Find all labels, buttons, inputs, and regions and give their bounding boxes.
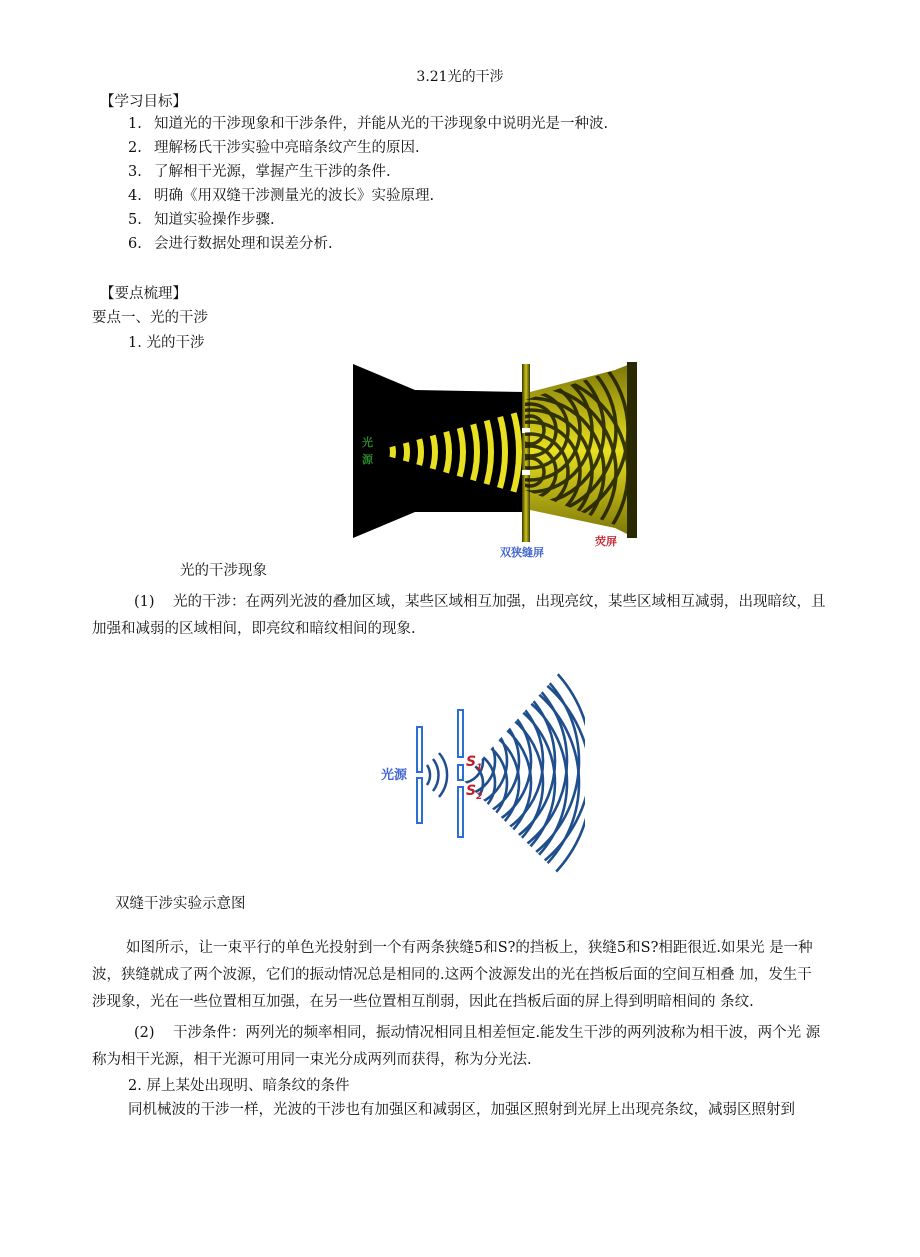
keypoints-heading: 【要点梳理】 — [100, 286, 187, 302]
double-slit-plate — [458, 710, 463, 757]
sub-heading: 1. 光的干涉 — [128, 335, 205, 351]
objective-item — [128, 187, 434, 205]
para-line: 涉现象，光在一些位置相互加强，在另一些位置相互削弱，因此在挡板后面的屏上得到明暗相间的 条纹. — [92, 994, 754, 1010]
objective-text: 理解杨氏干涉实验中亮暗条纹产生的原因. — [154, 140, 420, 156]
objective-num: 3. — [128, 164, 142, 180]
objective-text: 知道光的干涉现象和干涉条件，并能从光的干涉现象中说明光是一种波. — [154, 116, 609, 132]
label-slit-screen: 双狭缝屏 — [500, 546, 544, 559]
objective-num: 6. — [128, 236, 142, 252]
item-num: (1) — [134, 594, 155, 610]
para-line: 光的干涉：在两列光波的叠加区域，某些区域相互加强，出现亮纹，某些区域相互减弱，出现暗纹，且 — [172, 594, 826, 610]
item-num: (2) — [134, 1025, 155, 1041]
double-slit-diagram — [375, 655, 585, 890]
label-s2: $S_2$ — [466, 783, 483, 802]
paragraph-explanation — [92, 935, 912, 1016]
objective-text: 明确《用双缝干涉测量光的波长》实验原理. — [154, 188, 435, 204]
objective-text: 会进行数据处理和误差分析. — [154, 236, 333, 252]
sub-heading-2: 2. 屏上某处出现明、暗条纹的条件 — [128, 1078, 350, 1094]
point-heading: 要点一、光的干涉 — [92, 310, 208, 326]
objective-item — [128, 211, 275, 229]
figure1-caption: 光的干涉现象 — [180, 563, 267, 579]
paragraph-interference-condition — [92, 1020, 912, 1074]
objective-item — [128, 115, 608, 133]
objective-item — [128, 163, 391, 181]
para-line: 干涉条件：两列光的频率相同，振动情况相同且相差恒定.能发生干涉的两列波称为相干波，两个光 源 — [172, 1025, 821, 1041]
label-source-char1: 光 — [362, 436, 373, 449]
fluorescent-screen — [627, 362, 637, 538]
label-s1: $S_1$ — [466, 754, 483, 773]
paragraph-bright-dark: 同机械波的干涉一样，光波的干涉也有加强区和减弱区，加强区照射到光屏上出现亮条纹，减弱区照射到 — [128, 1102, 795, 1118]
figure2-caption: 双缝干涉实验示意图 — [115, 896, 246, 912]
objective-num: 2. — [128, 140, 142, 156]
label-screen: 荧屏 — [595, 535, 617, 548]
objective-item — [128, 139, 420, 157]
label-source-char2: 源 — [362, 453, 373, 466]
objective-num: 5. — [128, 212, 142, 228]
objective-item — [128, 235, 333, 253]
objective-num: 1. — [128, 116, 142, 132]
label-light-source: 光源 — [381, 768, 408, 783]
source-slit-plate — [417, 727, 422, 772]
objective-num: 4. — [128, 188, 142, 204]
page-title: 3.21光的干涉 — [416, 69, 504, 85]
para-line: 称为相干光源，相干光源可用同一束光分成两列而获得，称为分光法. — [92, 1052, 532, 1068]
para-line: 如图所示，让一束平行的单色光投射到一个有两条狭缝5和S?的挡板上，狭缝5和S?相距很近.如果光 是一种 — [126, 940, 813, 956]
para-line: 波，狭缝就成了两个波源，它们的振动情况总是相同的.这两个波源发出的光在挡板后面的空间互相叠 加，发生干 — [92, 967, 812, 983]
objective-text: 知道实验操作步骤. — [154, 212, 275, 228]
para-line: 加强和减弱的区域相间，即亮纹和暗纹相间的现象. — [92, 621, 416, 637]
paragraph-interference-definition — [92, 589, 912, 643]
objectives-heading: 【学习目标】 — [100, 94, 187, 110]
source-box — [353, 364, 525, 538]
interference-apparatus-figure — [345, 360, 643, 560]
double-slit-screen — [522, 364, 530, 542]
objective-text: 了解相干光源，掌握产生干涉的条件. — [154, 164, 391, 180]
